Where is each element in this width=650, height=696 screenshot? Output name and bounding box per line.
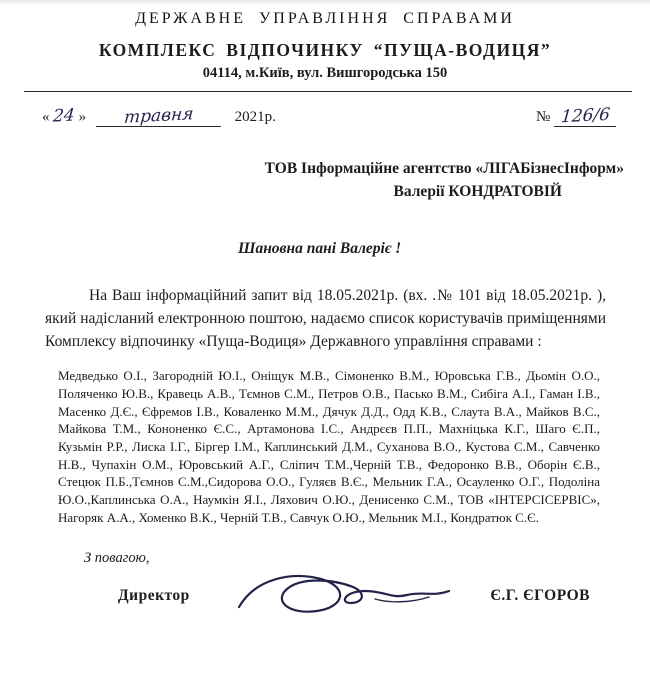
signature-row — [118, 569, 590, 623]
handwritten-day: 24 — [52, 105, 76, 127]
month-blank-line — [96, 106, 221, 127]
number-sign: № — [535, 109, 551, 125]
recipient-block — [0, 157, 650, 204]
body-paragraph: На Ваш інформаційний запит від 18.05.2021р. (вх. .№ 101 від 18.05.2021р. ), який надісланий електронною поштою, надаємо список користувачів приміщеннями Комплексу відпочинку «Пуща-Водиця» Державного управління справами : — [45, 286, 606, 350]
signer-name: Є.Г. ЄГОРОВ — [490, 587, 590, 605]
signature-icon — [225, 569, 455, 623]
handwritten-month: травня — [122, 104, 194, 128]
recipient-person: Валерії КОНДРАТОВІЙ — [393, 183, 562, 201]
date-and-number-line — [0, 92, 650, 127]
names-list: Медведько О.І., Загородній Ю.І., Оніщук М.В., Сімоненко В.М., Юровська Г.В., Дьомін О.О., Поляченко Ю.В., Кравець А.В., Тємнов С.М., Петров О.В., Пасько В.М., Сибіга А.І., Гаман І.В., Масенко Д.Є., Єфремов І.В., Коваленко М.М., Дячук Д.Д., Одд К.В., Слаута В.А., Майков В.С., Майкова Т.М., Кононенко Є.С., Артамонова І.С., Андрєєв П.П., Махніцька К.Г., Шаго Є.П., Кузьмін Р.Р., Лиска І.Г., Біргер І.М., Каплинський Д.М., Суханова В.О., Кустова С.М., Савченко Н.В., Чупахін О.М., Юровський А.Г., Сліпич Т.М.,Черній Т.В., Федоронко В.В., Оборін Є.В., Стецюк П.Б.,Тємнов С.М.,Сидорова О.О., Гуляєв В.Є., Мельник Г.А., Осауленко О.Г., Подоліна Ю.О.,Каплинська О.А., Наумкін Я.І., Ляхович О.Ю., Денисенко С.М., ТОВ «ІНТЕРСІСЕРВІС», Нагоряк А.А., Хоменко В.К., Черній Т.В., Савчук О.Ю., Мельник М.І., Кондратюк С.Є. — [58, 368, 600, 525]
org-address: 04114, м.Київ, вул. Вишгородська 150 — [202, 65, 448, 81]
complex-name: КОМПЛЕКС ВІДПОЧИНКУ “ПУЩА-ВОДИЦЯ” — [98, 40, 552, 60]
signer-title: Директор — [118, 587, 190, 605]
handwritten-number: 126/6 — [559, 104, 611, 128]
close-quote: » — [78, 109, 87, 125]
salutation: Шановна пані Валеріє ! — [238, 239, 402, 257]
year-label: 2021р. — [234, 109, 276, 125]
letterhead — [0, 0, 650, 82]
closing-regards: З повагою, — [84, 550, 150, 567]
organization-name: ДЕРЖАВНЕ УПРАВЛІННЯ СПРАВАМИ — [135, 10, 515, 27]
open-quote: « — [42, 109, 50, 125]
number-blank-line — [554, 106, 616, 127]
document-number-field — [536, 106, 616, 127]
date-field — [42, 106, 276, 127]
recipient-organization: ТОВ Інформаційне агентство «ЛІГАБізнесІнформ» — [264, 160, 624, 177]
